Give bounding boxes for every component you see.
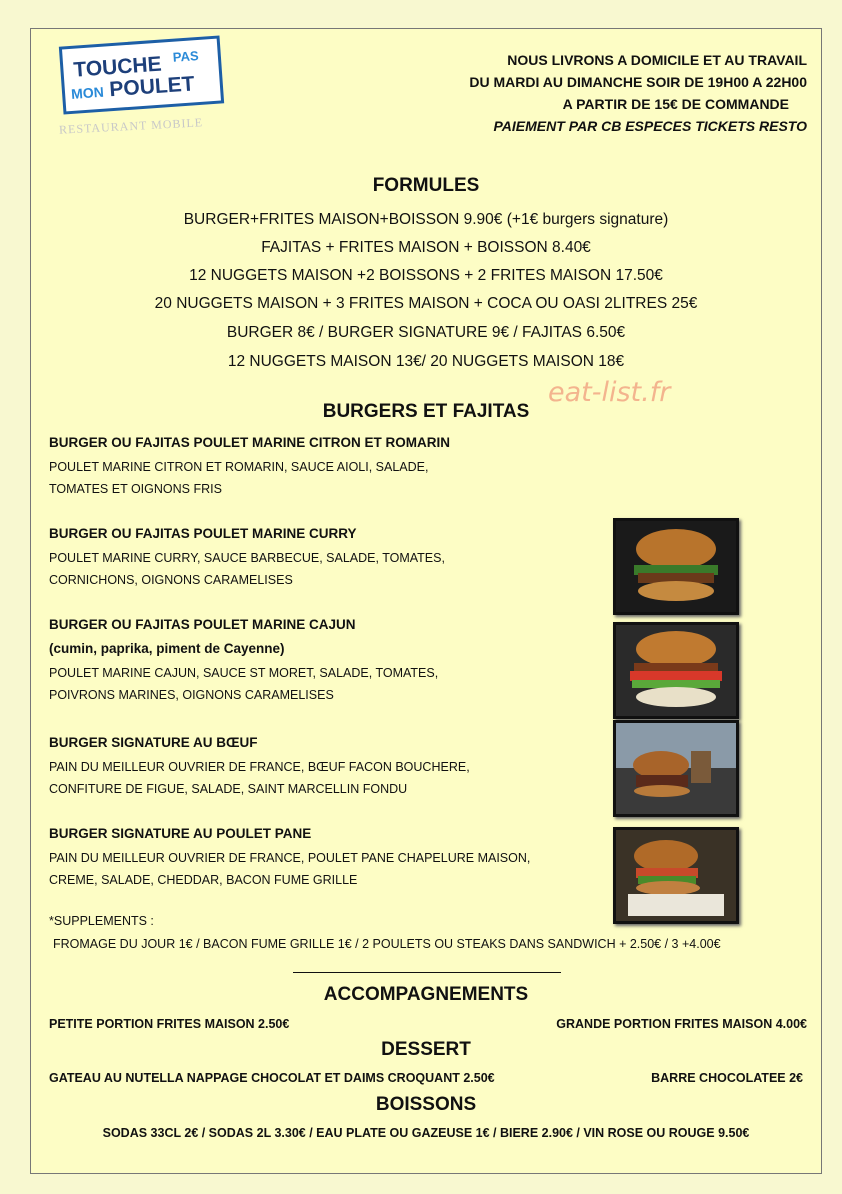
item-desc: CORNICHONS, OIGNONS CARAMELISES (49, 573, 293, 587)
item-title: BURGER OU FAJITAS POULET MARINE CURRY (49, 526, 357, 541)
info-line: DU MARDI AU DIMANCHE SOIR DE 19H00 A 22H00 (469, 74, 807, 90)
logo-pas: PAS (172, 47, 200, 65)
formule-line: BURGER+FRITES MAISON+BOISSON 9.90€ (+1€ burgers signature) (183, 211, 669, 228)
formule-line: 12 NUGGETS MAISON 13€/ 20 NUGGETS MAISON 18€ (227, 353, 625, 370)
dessert-left: GATEAU AU NUTELLA NAPPAGE CHOCOLAT ET DAIMS CROQUANT 2.50€ (49, 1071, 495, 1085)
item-title: BURGER SIGNATURE AU POULET PANE (49, 826, 312, 841)
accompagnement-left: PETITE PORTION FRITES MAISON 2.50€ (49, 1017, 290, 1031)
divider (293, 972, 561, 973)
item-desc: CONFITURE DE FIGUE, SALADE, SAINT MARCELLIN FONDU (49, 782, 408, 796)
info-line: A PARTIR DE 15€ DE COMMANDE (562, 96, 789, 112)
restaurant-logo (59, 35, 224, 114)
boissons-line: SODAS 33CL 2€ / SODAS 2L 3.30€ / EAU PLATE OU GAZEUSE 1€ / BIERE 2.90€ / VIN ROSE OU ROUGE 9.50€ (102, 1126, 750, 1140)
logo-line1: TOUCHE (72, 52, 163, 82)
info-line: NOUS LIVRONS A DOMICILE ET AU TRAVAIL (507, 52, 807, 68)
burger-illustration (616, 521, 736, 612)
burger-photo-cajun (613, 622, 739, 719)
accompagnements-title: ACCOMPAGNEMENTS (323, 984, 529, 1005)
item-desc: PAIN DU MEILLEUR OUVRIER DE FRANCE, BŒUF FACON BOUCHERE, (49, 760, 470, 774)
logo-tagline: RESTAURANT MOBILE (58, 115, 204, 137)
item-desc: POULET MARINE CAJUN, SAUCE ST MORET, SALADE, TOMATES, (49, 666, 439, 680)
dessert-title: DESSERT (381, 1039, 471, 1060)
burger-photo-poulet-pane (613, 827, 739, 924)
formule-line: 12 NUGGETS MAISON +2 BOISSONS + 2 FRITES MAISON 17.50€ (189, 267, 663, 284)
formule-line: BURGER 8€ / BURGER SIGNATURE 9€ / FAJITAS 6.50€ (226, 324, 626, 341)
logo-mon: MON (70, 83, 105, 102)
item-desc: POIVRONS MARINES, OIGNONS CARAMELISES (49, 688, 334, 702)
item-title: BURGER OU FAJITAS POULET MARINE CITRON ET ROMARIN (49, 435, 451, 450)
boissons-title: BOISSONS (375, 1094, 477, 1115)
item-desc: CREME, SALADE, CHEDDAR, BACON FUME GRILLE (49, 873, 358, 887)
burger-photo-curry (613, 518, 739, 615)
delivery-info (469, 49, 807, 137)
formules-title: FORMULES (372, 175, 480, 196)
supplements-title: *SUPPLEMENTS : (49, 914, 154, 928)
burgers-title: BURGERS ET FAJITAS (322, 401, 530, 422)
menu-page (30, 28, 822, 1174)
burger-illustration (616, 625, 736, 716)
accompagnement-right: GRANDE PORTION FRITES MAISON 4.00€ (556, 1017, 807, 1031)
burger-illustration (616, 723, 736, 814)
formule-line: FAJITAS + FRITES MAISON + BOISSON 8.40€ (261, 239, 591, 256)
burger-illustration (616, 830, 736, 921)
item-title: BURGER SIGNATURE AU BŒUF (49, 735, 258, 750)
info-line-payment: PAIEMENT PAR CB ESPECES TICKETS RESTO (493, 118, 807, 134)
dessert-right: BARRE CHOCOLATEE 2€ (651, 1071, 803, 1085)
logo-poulet: POULET (108, 72, 196, 102)
item-desc: POULET MARINE CITRON ET ROMARIN, SAUCE AIOLI, SALADE, (49, 460, 429, 474)
watermark: eat-list.fr (548, 377, 671, 408)
formule-line: 20 NUGGETS MAISON + 3 FRITES MAISON + COCA OU OASI 2LITRES 25€ (154, 295, 698, 312)
supplements-line: FROMAGE DU JOUR 1€ / BACON FUME GRILLE 1€ / 2 POULETS OU STEAKS DANS SANDWICH + 2.50€ / 3 +4.00€ (53, 937, 721, 951)
burger-photo-boeuf (613, 720, 739, 817)
item-subtitle: (cumin, paprika, piment de Cayenne) (49, 641, 285, 656)
item-desc: PAIN DU MEILLEUR OUVRIER DE FRANCE, POULET PANE CHAPELURE MAISON, (49, 851, 531, 865)
item-desc: TOMATES ET OIGNONS FRIS (49, 482, 222, 496)
item-title: BURGER OU FAJITAS POULET MARINE CAJUN (49, 617, 356, 632)
item-desc: POULET MARINE CURRY, SAUCE BARBECUE, SALADE, TOMATES, (49, 551, 445, 565)
